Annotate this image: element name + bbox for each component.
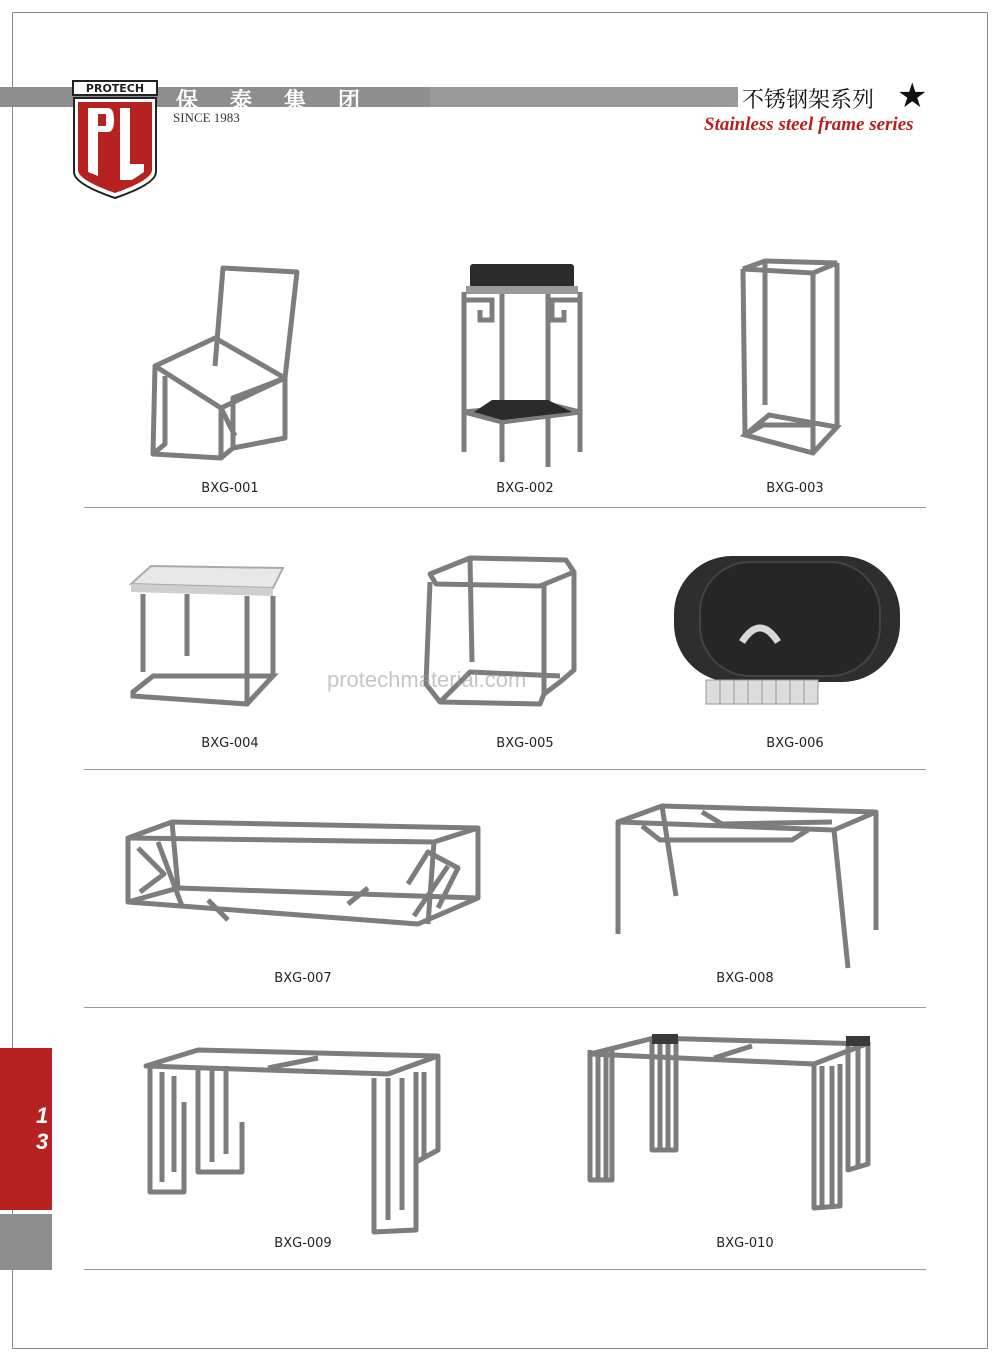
series-title-cn: 不锈钢架系列 — [742, 88, 875, 113]
product-bxg-008[interactable] — [612, 800, 882, 975]
protech-logo — [72, 80, 158, 200]
product-bxg-002[interactable] — [452, 262, 592, 472]
chair-frame-icon — [145, 258, 325, 478]
row-divider — [84, 1007, 926, 1008]
product-code: BXG-007 — [274, 971, 332, 986]
product-bxg-004[interactable] — [123, 564, 293, 714]
header-band-right — [430, 87, 738, 107]
product-code: BXG-005 — [496, 736, 554, 751]
product-bxg-006[interactable] — [670, 552, 905, 717]
star-icon: ★ — [897, 77, 928, 115]
brand-name-cn: 保泰集团 — [176, 89, 393, 114]
table-frame-icon — [612, 800, 882, 975]
product-code: BXG-006 — [766, 736, 824, 751]
product-bxg-007[interactable] — [118, 812, 488, 942]
product-bxg-009[interactable] — [138, 1042, 448, 1237]
long-bench-frame-icon — [118, 812, 488, 942]
product-bxg-003[interactable] — [733, 255, 853, 465]
page-number-line2: 3 — [36, 1129, 49, 1154]
stool-frame-icon — [123, 564, 293, 714]
drawer-cabinet-icon — [670, 552, 905, 717]
tall-box-frame-icon — [733, 255, 853, 465]
row-divider — [84, 1269, 926, 1270]
product-code: BXG-003 — [766, 481, 824, 496]
watermark-text: protechmaterial.com — [327, 667, 527, 692]
page-number-line1: 1 — [36, 1103, 49, 1128]
row-divider — [84, 769, 926, 770]
product-code: BXG-001 — [201, 481, 259, 496]
series-title-en: Stainless steel frame series — [704, 114, 914, 135]
since-year: SINCE 1983 — [173, 110, 240, 125]
logo-text: PROTECH — [85, 82, 145, 95]
product-code: BXG-002 — [496, 481, 554, 496]
table-frame-icon — [138, 1042, 448, 1237]
product-code: BXG-008 — [716, 971, 774, 986]
table-frame-icon — [582, 1030, 872, 1215]
page-number — [36, 1103, 56, 1155]
product-code: BXG-010 — [716, 1236, 774, 1251]
product-bxg-001[interactable] — [145, 258, 325, 478]
page-tab-grey — [0, 1214, 52, 1270]
product-code: BXG-009 — [274, 1236, 332, 1251]
product-code: BXG-004 — [201, 736, 259, 751]
row-divider — [84, 507, 926, 508]
stand-frame-icon — [452, 262, 592, 472]
product-bxg-010[interactable] — [582, 1030, 872, 1215]
